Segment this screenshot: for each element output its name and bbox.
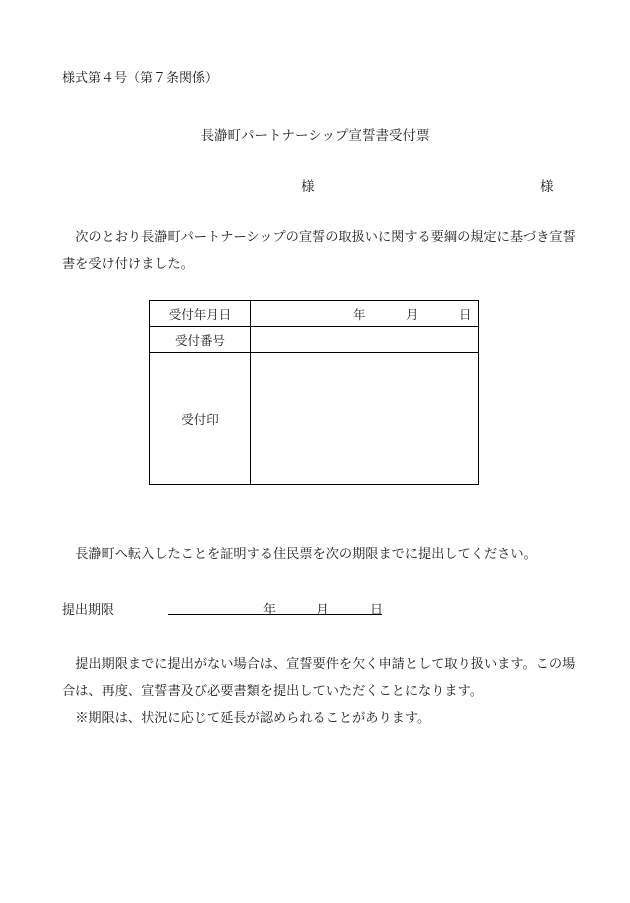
addressee-honorific-2: 様	[540, 179, 554, 195]
deadline-year-unit: 年	[263, 603, 277, 618]
notice-section	[62, 651, 582, 732]
notice-paragraph: 提出期限までに提出がない場合は、宣誓要件を欠く申請として取り扱います。この場合は、再度、宣誓書及び必要書類を提出していただくことになります。	[62, 657, 576, 699]
receipt-number-row	[150, 327, 479, 353]
form-number: 様式第４号（第７条関係）	[62, 71, 219, 86]
document-title: 長瀞町パートナーシップ宣誓書受付票	[200, 128, 430, 144]
receipt-number-label: 受付番号	[150, 327, 251, 353]
receipt-table	[149, 300, 479, 485]
extension-note: ※期限は、状況に応じて延長が認められることがあります。	[75, 711, 431, 726]
receipt-date-row	[150, 301, 479, 327]
residence-certificate-paragraph: 長瀞町へ転入したことを証明する住民票を次の期限までに提出してください。	[75, 547, 537, 562]
addressee-honorific-1: 様	[301, 179, 315, 195]
receipt-number-value	[251, 327, 479, 353]
deadline-label: 提出期限	[62, 603, 115, 618]
receipt-stamp-label: 受付印	[150, 353, 251, 485]
receipt-stamp-row	[150, 353, 479, 485]
receipt-year-unit: 年	[353, 306, 366, 322]
receipt-day-unit: 日	[459, 306, 472, 322]
deadline-day-unit: 日	[370, 603, 384, 618]
receipt-date-label: 受付年月日	[150, 301, 251, 327]
deadline-month-unit: 月	[316, 603, 330, 618]
receipt-stamp-area	[251, 353, 479, 485]
receipt-date-value	[251, 301, 479, 327]
intro-paragraph: 次のとおり長瀞町パートナーシップの宣誓の取扱いに関する要綱の規定に基づき宣誓書を受け付けました。	[62, 230, 576, 272]
receipt-month-unit: 月	[406, 306, 419, 322]
